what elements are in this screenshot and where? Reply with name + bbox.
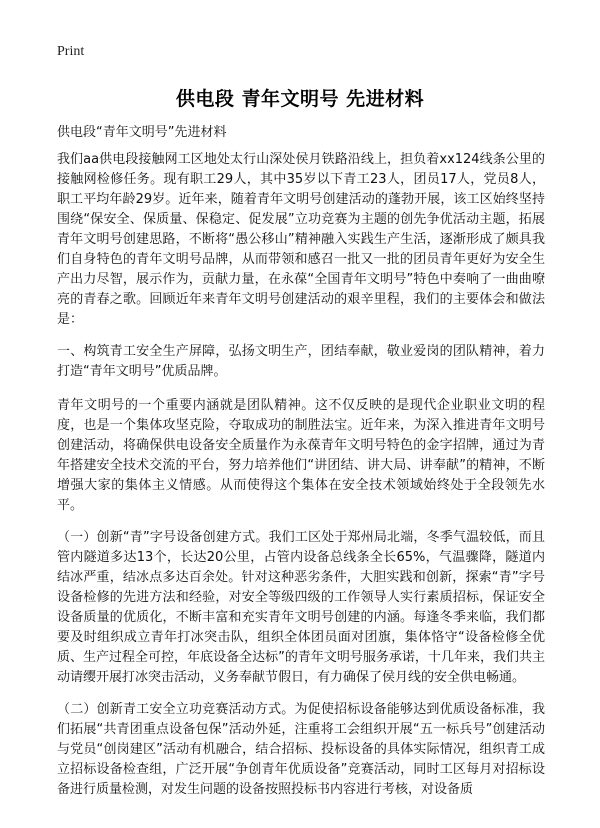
print-link[interactable]: Print — [57, 44, 85, 59]
document-subtitle: 供电段“青年文明号”先进材料 — [57, 125, 227, 140]
paragraph-section-heading: 一、构筑青工安全生产屏障，弘扬文明生产，团结奉献，敬业爱岗的团队精神，着力打造“青年文明号”优质品牌。 — [57, 344, 545, 379]
document-body — [57, 150, 545, 812]
paragraph-team-spirit: 青年文明号的一个重要内涵就是团队精神。这不仅反映的是现代企业职业文明的程度，也是一个集体攻坚克险，夺取成功的制胜法宝。近年来，为深入推进青年文明号创建活动，将确保供电设备安全质量作为永葆青年文明号特色的金字招牌，通过为青年搭建安全技术交流的平台，努力培养他们“讲团结、讲大局、讲奉献”的精神，不断增强大家的集体主义情感。从而使得这个集体在安全技术领域始终处于全段领先水平。 — [57, 398, 545, 513]
paragraph-item-one: （一）创新“青”字号设备创建方式。我们工区处于郑州局北端，冬季气温较低，而且管内隧道多达13个，长达20公里，占管内设备总线条全长65%，气温骤降，隧道内结冰严重，结冰点多达百余处。针对这种恶劣条件，大胆实践和创新，探索“青”字号设备检修的先进方法和经验，对安全等级四级的工作领导人实行素质招标，保证安全设备质量的优质化，不断丰富和充实青年文明号创建的内涵。每逢冬季来临，我们都要及时组织成立青年打冰突击队，组织全体团员面对团旗，集体恪守“设备检修全优质、生产过程全可控，年底设备全达标”的青年文明号服务承诺，十几年来，我们共主动请缨开展打冰突击活动，义务奉献节假日，有力确保了侯月线的安全供电畅通。 — [57, 530, 545, 685]
document-title: 供电段 青年文明号 先进材料 — [175, 88, 425, 110]
paragraph-item-two: （二）创新青工安全立功竞赛活动方式。为促使招标设备能够达到优质设备标准，我们拓展“共青团重点设备包保”活动外延，注重将工会组织开展“五一标兵号”创建活动与党员“创岗建区”活动有机融合，结合招标、投标设备的具体实际情况，组织青工成立招标设备检查组，广泛开展“争创青年优质设备”竞赛活动，同时工区每月对招标设备进行质量检测，对发生问题的设备按照投标书内容进行考核，对设备质 — [57, 702, 545, 797]
paragraph-intro: 我们aa供电段接触网工区地处太行山深处侯月铁路沿线上，担负着xx124线条公里的接触网检修任务。现有职工29人，其中35岁以下青工23人，团员17人，党员8人，职工平均年龄29岁。近年来，随着青年文明号创建活动的蓬勃开展，该工区始终坚持围绕“保安全、保质量、保稳定、促发展”立功竞赛为主题的创先争优活动主题，拓展青年文明号创建思路，不断将“愚公移山”精神融入实践生产生活，逐渐形成了颇具我们自身特色的青年文明号品牌，从而带领和感召一批又一批的团员青年更好为安全生产出力尽智，展示作为，贡献力量，在永葆“全国青年文明号”特色中奏响了一曲曲嘹亮的青春之歌。回顾近年来青年文明号创建活动的艰辛里程，我们的主要体会和做法是： — [57, 152, 545, 327]
